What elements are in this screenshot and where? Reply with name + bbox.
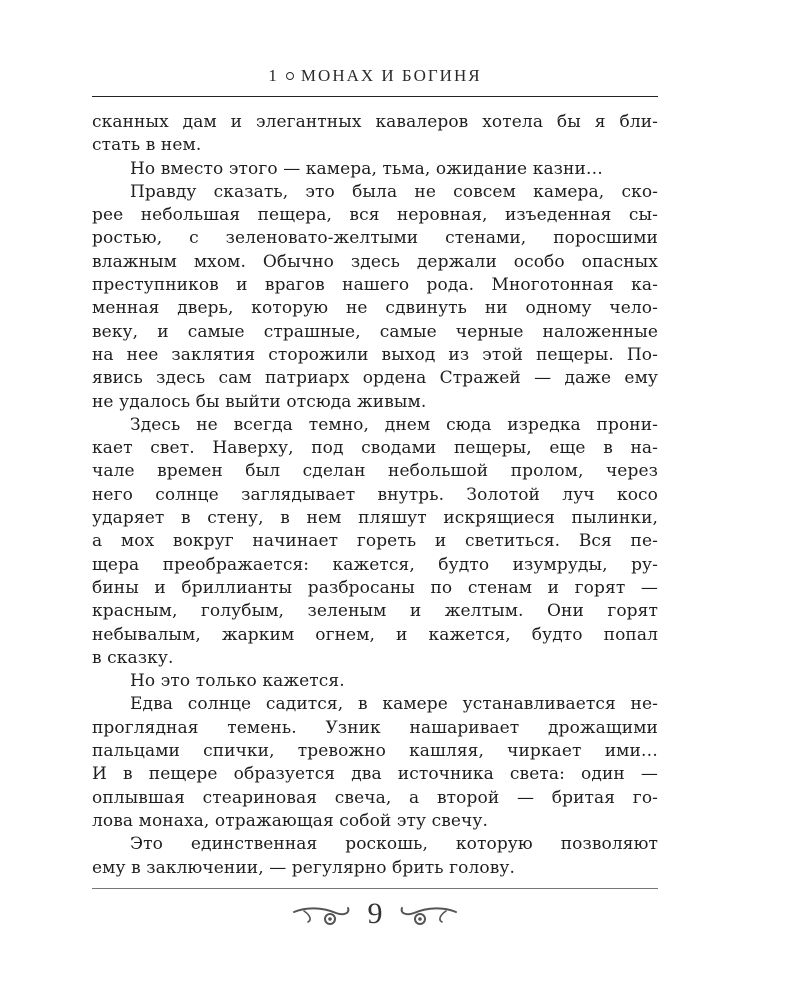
text-line: И в пещере образуется два источника света: один — [92, 764, 658, 785]
body-text [92, 111, 658, 880]
footer-rule [92, 888, 658, 889]
page-folio [292, 897, 458, 937]
text-line: явись здесь сам патриарх ордена Стражей — даже ему [92, 368, 658, 389]
circle-separator-icon [286, 72, 294, 80]
text-line: а мох вокруг начинает гореть и светиться. Вся пе- [92, 531, 658, 552]
text-line: Но это только кажется. [130, 671, 345, 692]
text-line: Это единственная роскошь, которую позволяют [130, 834, 658, 855]
text-line: чале времен был сделан небольшой пролом, через [92, 461, 658, 482]
text-line: проглядная темень. Узник нашаривает дрожащими [92, 717, 658, 738]
text-line: лова монаха, отражающая собой эту свечу. [92, 810, 488, 831]
text-line: кает свет. Наверху, под сводами пещеры, еще в на- [92, 438, 658, 459]
text-line: Но вместо этого — камера, тьма, ожидание казни… [130, 158, 604, 179]
text-line: влажным мхом. Обычно здесь держали особо опасных [92, 251, 658, 272]
text-line: щера преображается: кажется, будто изумруды, ру- [92, 554, 658, 575]
text-line: менная дверь, которую не сдвинуть ни одному чело- [92, 298, 658, 319]
text-line: небывалым, жарким огнем, и кажется, будто попал [92, 624, 658, 645]
chapter-title: МОНАХ И БОГИНЯ [300, 66, 482, 85]
text-line: него солнце заглядывает внутрь. Золотой луч косо [92, 484, 658, 505]
page-number: 9 [367, 897, 383, 930]
text-line: ударяет в стену, в нем пляшут искрящиеся пылинки, [92, 508, 658, 529]
text-line: преступников и врагов нашего рода. Многотонная ка- [92, 275, 658, 296]
text-line: на нее заклятия сторожили выход из этой пещеры. По- [92, 344, 658, 365]
text-line: стать в нем. [92, 135, 202, 156]
text-line: не удалось бы выйти отсюда живым. [92, 391, 427, 412]
text-line: пальцами спички, тревожно кашляя, чиркает ими… [92, 741, 658, 762]
text-line: бины и бриллианты разбросаны по стенам и горят — [92, 577, 658, 598]
text-line: рее небольшая пещера, вся неровная, изъеденная сы- [92, 205, 658, 226]
text-line: Правду сказать, это была не совсем камера, ско- [130, 181, 658, 202]
text-line: ростью, с зеленовато-желтыми стенами, поросшими [92, 228, 658, 249]
text-line: ему в заключении, — регулярно брить голову. [92, 857, 515, 878]
text-line: красным, голубым, зеленым и желтым. Они горят [92, 601, 658, 622]
header-rule [92, 96, 658, 97]
chapter-number: 1 [268, 66, 279, 85]
text-line: в сказку. [92, 647, 174, 668]
running-head [92, 66, 658, 86]
text-line: Здесь не всегда темно, днем сюда изредка прони- [130, 414, 658, 435]
text-line: оплывшая стеариновая свеча, а второй — бритая го- [92, 787, 658, 808]
text-line: веку, и самые страшные, самые черные наложенные [92, 321, 658, 342]
scroll-flourish-right-icon [396, 903, 458, 929]
text-line: Едва солнце садится, в камере устанавливается не- [130, 694, 658, 715]
text-line: сканных дам и элегантных кавалеров хотела бы я бли- [92, 112, 658, 132]
